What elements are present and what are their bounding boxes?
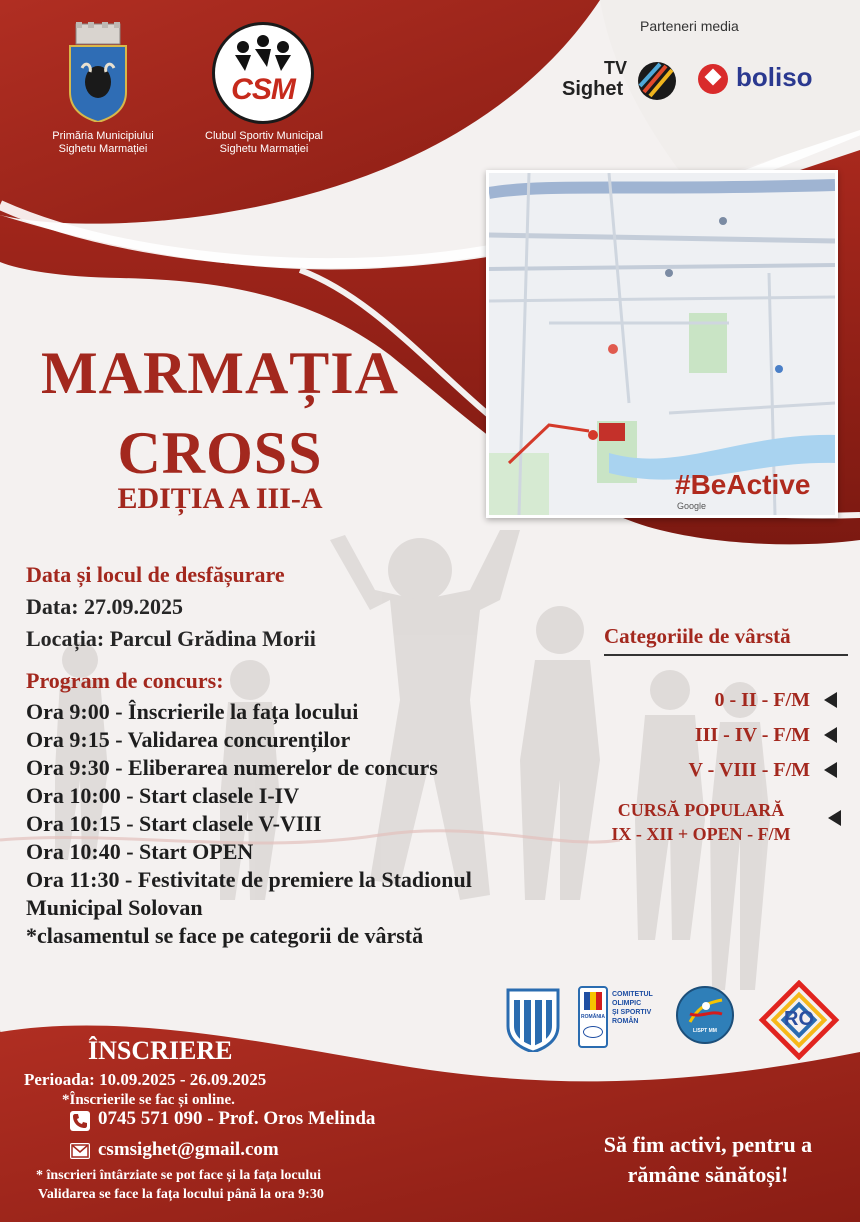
program-line: Ora 11:30 - Festivitate de premiere la Stadionul	[26, 867, 472, 892]
registration-heading: ÎNSCRIERE	[88, 1036, 233, 1065]
details-heading: Data și locul de desfășurare	[26, 562, 285, 587]
lispt-logo: LISPT MM	[676, 986, 734, 1044]
validation-note: Validarea se face la fața locului până la ora 9:30	[38, 1187, 324, 1202]
late-registration-note: * înscrieri întârziate se pot face și la fața locului	[36, 1168, 321, 1183]
program-line: Municipal Solovan	[26, 895, 203, 920]
map-attribution: Google	[677, 501, 707, 511]
contact-email[interactable]: csmsighet@gmail.com	[98, 1139, 279, 1160]
category-item: III - IV - F/M	[694, 724, 810, 746]
program-list	[26, 698, 472, 950]
categories-divider	[604, 654, 848, 656]
olympic-committee-logo: ROMÂNIA COMITETUL OLIMPIC ȘI SPORTIV ROMÂN	[578, 986, 660, 1052]
boliso-logo: boliso	[698, 62, 828, 96]
contact-phone[interactable]: 0745 571 090 - Prof. Oros Melinda	[98, 1108, 376, 1129]
program-line: Ora 9:15 - Validarea concurenților	[26, 727, 351, 752]
slogan: Să fim activi, pentru a rămâne sănătoși!	[603, 1132, 813, 1187]
tv-sighet-logo: TV Sighet	[560, 58, 680, 104]
program-heading: Program de concurs:	[26, 668, 224, 693]
program-line: Ora 10:00 - Start clasele I-IV	[26, 783, 300, 808]
event-date: Data: 27.09.2025	[26, 594, 184, 619]
event-title-line2: CROSS	[117, 420, 323, 486]
registration-online-note: *Înscrierile se fac și online.	[62, 1092, 235, 1108]
club-caption: Clubul Sportiv Municipal Sighetu Marmației	[205, 130, 323, 155]
map-hashtag: #BeActive	[675, 469, 811, 500]
program-line: *clasamentul se face pe categorii de vârstă	[26, 923, 424, 948]
program-line: Ora 9:00 - Înscrierile la fața locului	[26, 699, 359, 724]
ro-logo: RO	[758, 980, 840, 1060]
program-line: Ora 10:40 - Start OPEN	[26, 839, 254, 864]
categories-heading: Categoriile de vârstă	[604, 624, 791, 648]
category-item: 0 - II - F/M	[714, 689, 810, 711]
city-hall-crest	[66, 22, 130, 122]
phone-icon	[70, 1111, 90, 1131]
triangle-left-icon	[824, 762, 837, 778]
email-icon	[70, 1143, 90, 1159]
event-edition: EDIȚIA A III-A	[117, 482, 323, 515]
city-hall-caption: Primăria Municipiului Sighetu Marmației	[52, 130, 154, 155]
program-line: Ora 9:30 - Eliberarea numerelor de concurs	[26, 755, 438, 780]
club-shield-logo	[506, 986, 560, 1052]
partners-label: Parteneri media	[640, 18, 739, 34]
registration-period: Perioada: 10.09.2025 - 26.09.2025	[24, 1070, 267, 1089]
triangle-left-icon	[828, 810, 841, 826]
event-title-line1: MARMAȚIA	[41, 340, 399, 406]
category-item: V - VIII - F/M	[688, 759, 810, 781]
club-logo-text: CSM	[231, 73, 295, 106]
triangle-left-icon	[824, 727, 837, 743]
program-line: Ora 10:15 - Start clasele V-VIII	[26, 811, 322, 836]
event-location: Locația: Parcul Grădina Morii	[26, 626, 316, 651]
category-popular: CURSĂ POPULARĂ IX - XII + OPEN - F/M	[611, 800, 791, 844]
triangle-left-icon	[824, 692, 837, 708]
event-map[interactable]	[486, 170, 838, 518]
club-logo	[212, 22, 314, 124]
